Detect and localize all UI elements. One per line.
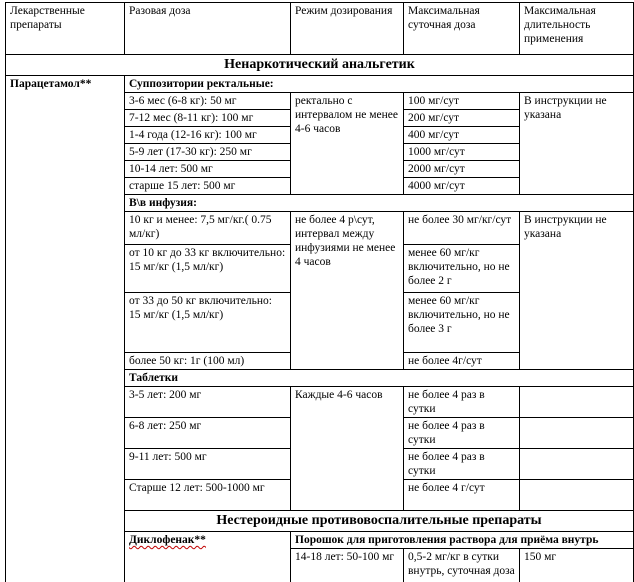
header-single-dose: Разовая доза: [125, 3, 291, 55]
supp-dose-4: 5-9 лет (17-30 кг): 250 мг: [125, 144, 291, 161]
tab-duration-4: [520, 480, 634, 511]
diclo-max: 150 мг: [520, 549, 634, 582]
inf-dose-1: 10 кг и менее: 7,5 мг/кг.( 0.75 мл/кг): [125, 212, 291, 245]
tab-max-2: не более 4 раз в сутки: [404, 418, 520, 449]
tab-dose-1: 3-5 лет: 200 мг: [125, 387, 291, 418]
tab-max-1: не более 4 раз в сутки: [404, 387, 520, 418]
supp-max-5: 2000 мг/сут: [404, 161, 520, 178]
inf-regimen: не более 4 р\сут, интервал между инфузиями не менее 4 часов: [291, 212, 404, 370]
supp-dose-1: 3-6 мес (6-8 кг): 50 мг: [125, 93, 291, 110]
tab-duration-1: [520, 387, 634, 418]
tab-regimen: Каждые 4-6 часов: [291, 387, 404, 511]
form-powder-title: Порошок для приготовления раствора для приёма внутрь: [291, 532, 634, 549]
diclo-dose: 14-18 лет: 50-100 мг: [291, 549, 404, 582]
tab-dose-4: Старше 12 лет: 500-1000 мг: [125, 480, 291, 511]
supp-max-2: 200 мг/сут: [404, 110, 520, 127]
supp-regimen: ректально с интервалом не менее 4-6 часов: [291, 93, 404, 195]
inf-max-2: менее 60 мг/кг включительно, но не более 2 г: [404, 245, 520, 293]
inf-dose-4: более 50 кг: 1г (100 мл): [125, 353, 291, 370]
supp-dose-3: 1-4 года (12-16 кг): 100 мг: [125, 127, 291, 144]
inf-dose-3: от 33 до 50 кг включительно: 15 мг/кг (1,5 мл/кг): [125, 293, 291, 353]
form-tablets-title: Таблетки: [125, 370, 634, 387]
inf-dose-2: от 10 кг до 33 кг включительно: 15 мг/кг (1,5 мл/кг): [125, 245, 291, 293]
drug-name-paracetamol: Парацетамол**: [6, 76, 125, 582]
tab-max-4: не более 4 г/сут: [404, 480, 520, 511]
supp-max-1: 100 мг/сут: [404, 93, 520, 110]
inf-duration: В инструкции не указана: [520, 212, 634, 370]
diclofenac-name-text: Диклофенак**: [129, 534, 206, 546]
tab-max-3: не более 4 раз в сутки: [404, 449, 520, 480]
supp-dose-5: 10-14 лет: 500 мг: [125, 161, 291, 178]
supp-max-4: 1000 мг/сут: [404, 144, 520, 161]
supp-max-3: 400 мг/сут: [404, 127, 520, 144]
header-max-duration: Максимальная длительность применения: [520, 3, 634, 55]
header-max-daily: Максимальная суточная доза: [404, 3, 520, 55]
tab-duration-3: [520, 449, 634, 480]
supp-dose-6: старше 15 лет: 500 мг: [125, 178, 291, 195]
form-suppositories-title: Суппозитории ректальные:: [125, 76, 634, 93]
section-nonnarcotic: Ненаркотический анальгетик: [6, 55, 634, 76]
drug-name-diclofenac: [125, 532, 291, 582]
inf-max-4: не более 4г/сут: [404, 353, 520, 370]
tab-dose-3: 9-11 лет: 500 мг: [125, 449, 291, 480]
inf-max-1: не более 30 мг/кг/сут: [404, 212, 520, 245]
header-row: [6, 3, 634, 55]
form-infusion-title: В\в инфузия:: [125, 195, 634, 212]
supp-duration: В инструкции не указана: [520, 93, 634, 195]
diclo-regimen: 0,5-2 мг/кг в сутки внутрь, суточная доза: [404, 549, 520, 582]
section-nsaid: Нестероидные противовоспалительные препараты: [125, 511, 634, 532]
header-drug: Лекарственные препараты: [6, 3, 125, 55]
inf-max-3: менее 60 мг/кг включительно, но не более 3 г: [404, 293, 520, 353]
supp-dose-2: 7-12 мес (8-11 кг): 100 мг: [125, 110, 291, 127]
header-regimen: Режим дозирования: [291, 3, 404, 55]
tab-duration-2: [520, 418, 634, 449]
supp-max-6: 4000 мг/сут: [404, 178, 520, 195]
dosage-table: [5, 2, 634, 582]
tab-dose-2: 6-8 лет: 250 мг: [125, 418, 291, 449]
